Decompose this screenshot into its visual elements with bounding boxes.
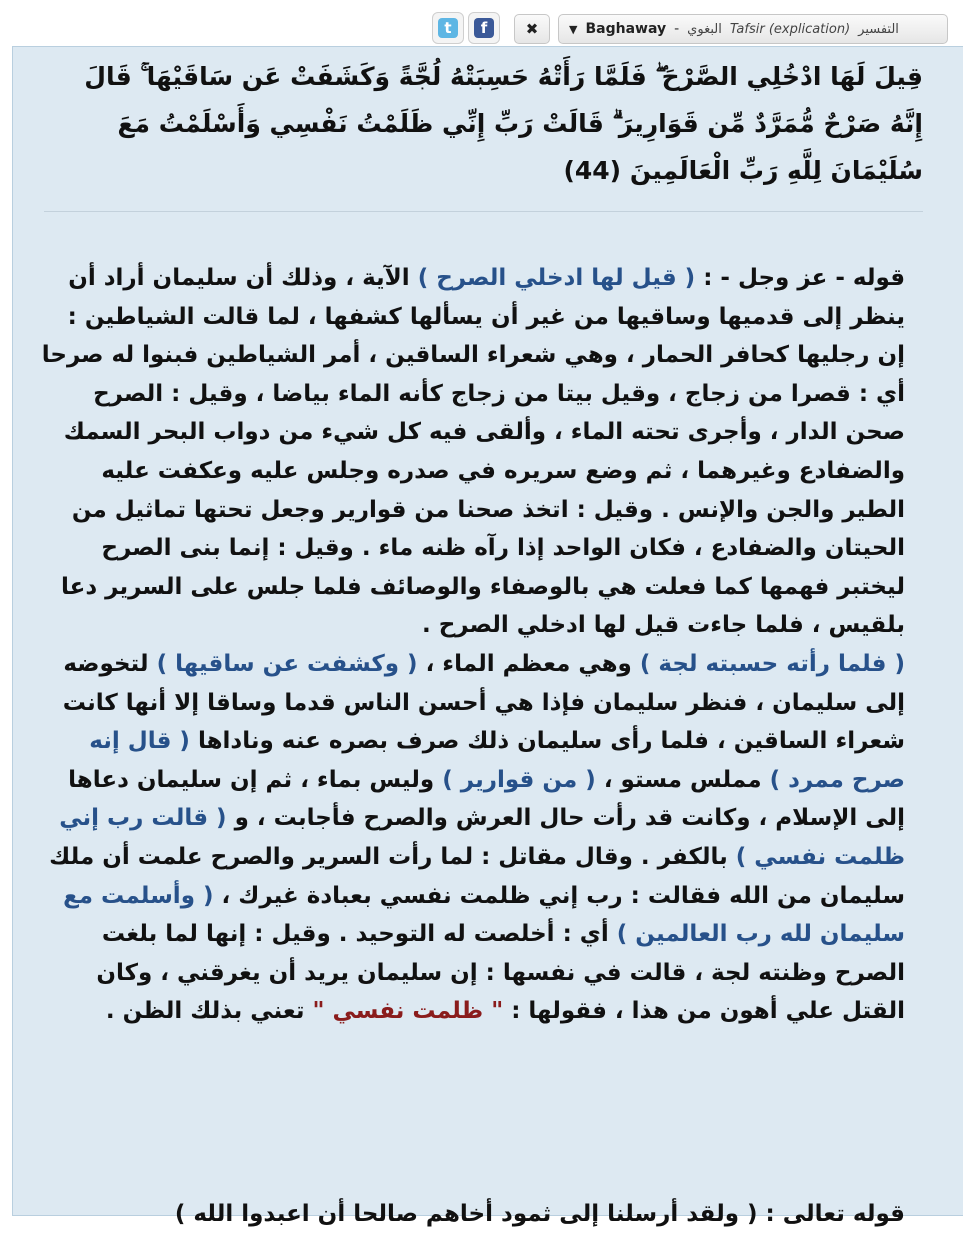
tafsir-panel xyxy=(12,46,963,1227)
verse-quote: ( قيل لها ادخلي الصرح ) xyxy=(417,265,696,291)
verse-number: (44) xyxy=(563,156,622,185)
tafsir-select[interactable] xyxy=(558,14,948,44)
verse-quote: ( فلما رأته حسبته لجة ) xyxy=(639,650,905,677)
tafsir-select-author: البغوي xyxy=(687,21,722,37)
quoted-phrase: " ظلمت نفسي " xyxy=(312,998,504,1025)
tafsir-select-name: Baghaway xyxy=(585,21,667,37)
tafsir-text-run: تعني بذلك الظن . xyxy=(105,998,305,1025)
tafsir-paragraph xyxy=(39,259,905,645)
tafsir-select-separator: - xyxy=(674,21,680,37)
close-button[interactable] xyxy=(514,14,550,44)
verse-quote: ( وأسلمت مع سليمان لله رب العالمين ) xyxy=(63,882,905,948)
tafsir-text-run: مملس مستو ، xyxy=(603,766,762,793)
twitter-share-button[interactable] xyxy=(432,12,464,44)
tafsir-text-run: أي : أخلصت له التوحيد . وقيل : إنها لما بلغت الصرح وظنته لجة ، قالت في نفسها : إن سليمان يريد أن يغرقني ، وكان القتل علي أهون من هذا ، فقولها : xyxy=(96,921,905,1025)
verse-quote: ( وكشفت عن ساقيها ) xyxy=(156,650,418,677)
verse-quote: ( قالت رب إني ظلمت نفسي ) xyxy=(59,805,905,870)
tafsir-text xyxy=(39,259,905,1031)
chevron-down-icon: ▼ xyxy=(569,22,578,36)
verse-quote: ( من قوارير ) xyxy=(442,766,596,793)
verse-body: قِيلَ لَهَا ادْخُلِي الصَّرْحَ ۖ فَلَمَّا رَأَتْهُ حَسِبَتْهُ لُجَّةً وَكَشَفَتْ عَن سَاقَيْهَا ۚ قَالَ إِنَّهُ صَرْحٌ مُّمَرَّدٌ مِّن قَوَارِيرَ ۗ قَالَتْ رَبِّ إِنِّي ظَلَمْتُ نَفْسِي وَأَسْلَمْتُ مَعَ سُلَيْمَانَ لِلَّهِ رَبِّ الْعَالَمِينَ xyxy=(84,62,923,185)
tafsir-text-run: الآية ، وذلك أن سليمان أراد أن ينظر إلى قدميها وساقيها من غير أن يسألها كشفها ، لما قالت الشياطين : إن رجليها كحافر الحمار ، وهي شعراء الساقين ، أمر الشياطين فبنوا له صرحا أي : قصرا من زجاج ، وقيل بيتا من زجاج كأنه الماء بياضا ، وقيل : الصرح صحن الدار ، وأجرى تحته الماء ، وألقى فيه كل شيء من دواب البحر السمك والضفادع وغيرهما ، ثم وضع سريره في صدره وجلس عليه وعكفت عليه الطير والجن والإنس . وقيل : اتخذ صحنا من قوارير وجعل تحتها تماثيل من الحيتان والضفادع ، فكان الواحد إذا رآه ظنه ماء . وقيل : إنما بنى الصرح ليختبر فهمها كما فعلت هي بالوصفاء والوصائف فلما جلس على السرير دعا بلقيس ، فلما جاءت قيل لها ادخلي الصرح . xyxy=(41,265,905,639)
facebook-icon: f xyxy=(474,18,494,38)
tafsir-select-desc-ar: التفسير xyxy=(858,21,899,37)
tafsir-next-line xyxy=(39,1195,905,1227)
tafsir-select-desc-en: Tafsir (explication) xyxy=(729,21,851,37)
close-icon: ✖ xyxy=(525,20,539,38)
tafsir-text-run: لتخوضه إلى سليمان ، فنظر سليمان فإذا هي أحسن الناس قدما وساقا إلا أنها كانت شعراء الساقين ، فلما رأى سليمان ذلك صرف بصره عنه وناداها xyxy=(62,650,905,755)
tafsir-paragraph xyxy=(39,645,905,1031)
facebook-share-button[interactable] xyxy=(468,12,500,44)
tafsir-text-run: وهي معظم الماء ، xyxy=(425,650,632,677)
top-toolbar xyxy=(0,0,963,46)
tafsir-text-run: قوله - عز وجل - : xyxy=(703,265,905,291)
tafsir-text-run: قوله تعالى : ( ولقد أرسلنا إلى ثمود أخاهم صالحا أن اعبدوا الله ) xyxy=(174,1201,905,1227)
tafsir-text-run: بالكفر . وقال مقاتل : لما رأت السرير والصرح علمت أن ملك سليمان من الله فقالت : رب إني ظلمت نفسي بعبادة غيرك ، xyxy=(49,843,905,909)
verse-quote: ( قال إنه صرح ممرد ) xyxy=(89,728,905,793)
verse-text xyxy=(43,53,923,194)
twitter-icon: t xyxy=(438,18,458,38)
divider xyxy=(44,211,923,212)
tafsir-text-run: وليس بماء ، ثم إن سليمان دعاها إلى الإسلام ، وكانت قد رأت حال العرش والصرح فأجابت ، و xyxy=(68,766,905,832)
